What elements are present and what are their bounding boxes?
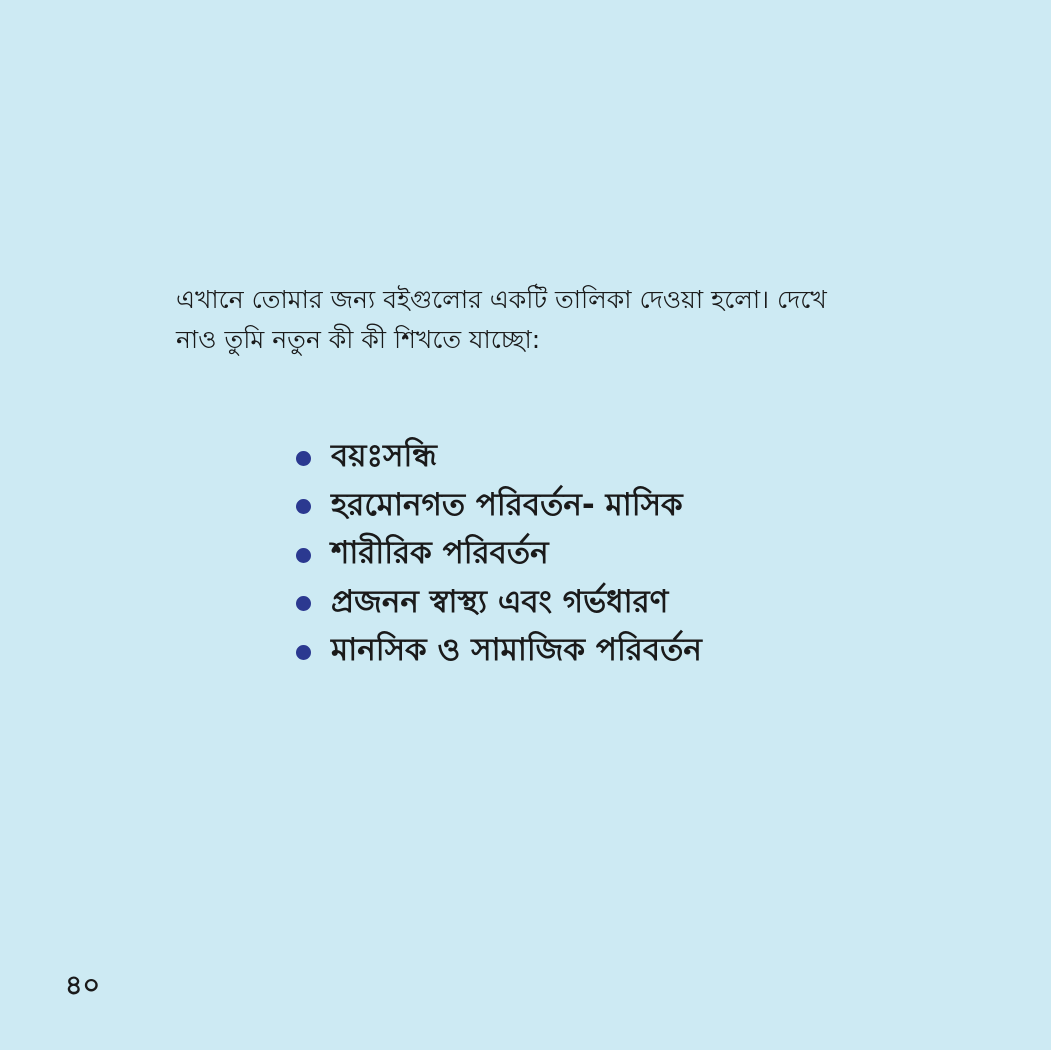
topic-item-reproductive-health <box>296 580 702 629</box>
bullet-icon <box>296 645 311 660</box>
page-number: ৪০ <box>65 970 101 1001</box>
topic-item-puberty <box>296 434 702 483</box>
topic-label: হরমোনগত পরিবর্তন- মাসিক <box>331 486 683 523</box>
intro-paragraph <box>176 280 936 360</box>
topic-item-hormonal-changes <box>296 483 702 532</box>
topic-list <box>296 434 702 677</box>
bullet-icon <box>296 548 311 563</box>
bullet-icon <box>296 451 311 466</box>
topic-label: বয়ঃসন্ধি <box>331 438 437 475</box>
topic-label: প্রজনন স্বাস্থ্য এবং গর্ভধারণ <box>331 583 669 620</box>
intro-line-1: এখানে তোমার জন্য বইগুলোর একটি তালিকা দেওয়া হলো। দেখে <box>176 285 827 314</box>
bullet-icon <box>296 499 311 514</box>
topic-item-physical-changes <box>296 531 702 580</box>
bullet-icon <box>296 596 311 611</box>
topic-label: মানসিক ও সামাজিক পরিবর্তন <box>331 632 702 669</box>
intro-line-2: নাও তুমি নতুন কী কী শিখতে যাচ্ছো: <box>176 325 541 354</box>
topic-item-mental-social-changes <box>296 628 702 677</box>
topic-label: শারীরিক পরিবর্তন <box>331 535 549 572</box>
